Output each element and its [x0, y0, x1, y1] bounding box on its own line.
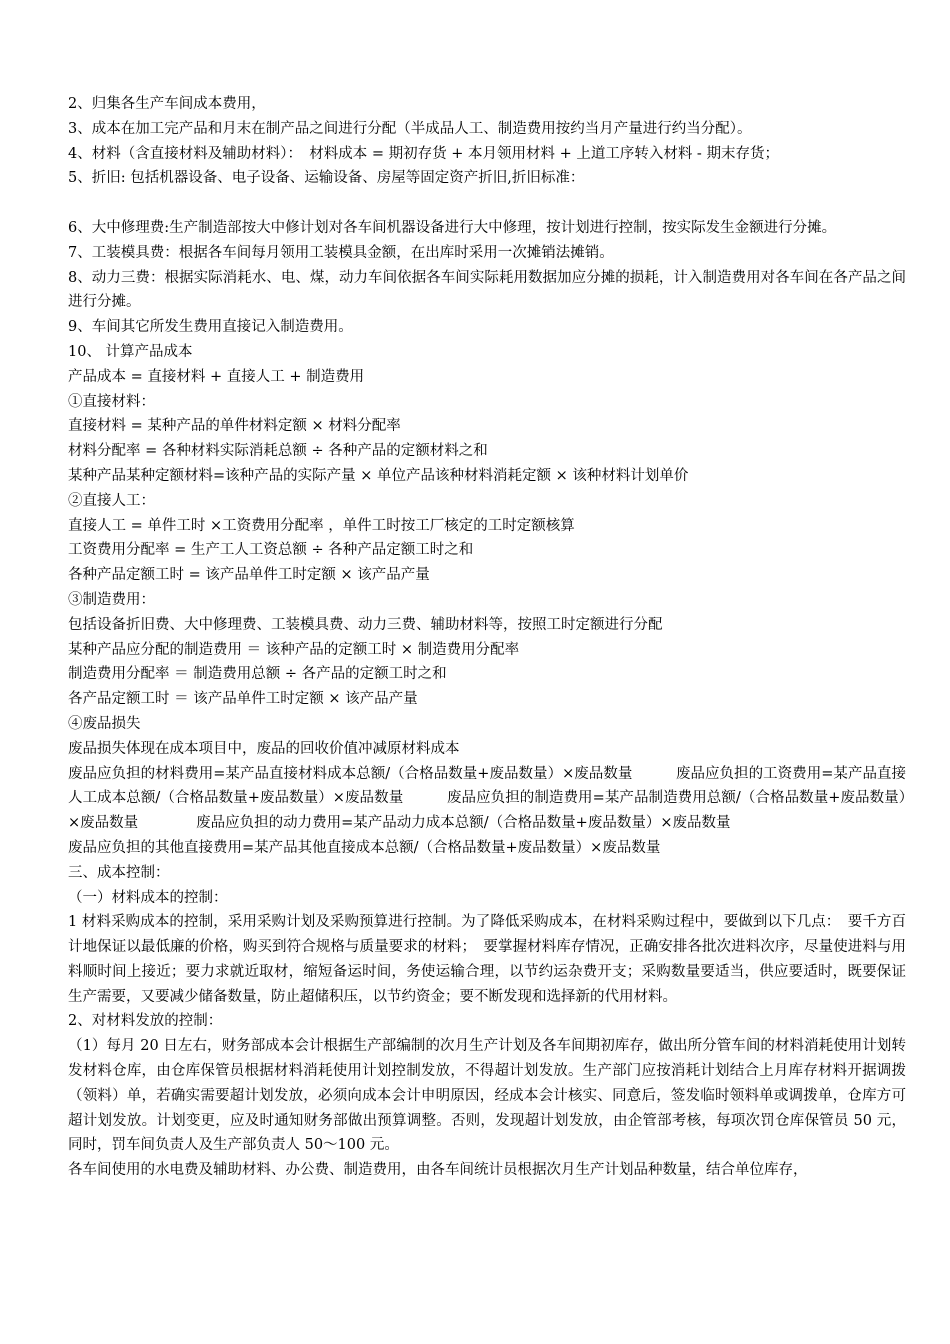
formula-overhead-rate: 制造费用分配率 ＝ 制造费用总额 ÷ 各产品的定额工时之和 [68, 666, 447, 683]
subheading-direct-material: ①直接材料： [68, 393, 155, 410]
paragraph-overhead-scope: 包括设备折旧费、大中修理费、工装模具费、动力三费、辅助材料等，按照工时定额进行分配 [68, 616, 663, 633]
formula-product-cost: 产品成本 = 直接材料 + 直接人工 + 制造费用 [68, 368, 365, 385]
formula-direct-material: 直接材料 = 某种产品的单件材料定额 × 材料分配率 [68, 418, 401, 435]
paragraph-scrap-loss: 废品损失体现在成本项目中，废品的回收价值冲减原材料成本 [68, 740, 460, 757]
formula-scrap-costs: 废品应负担的材料费用=某产品直接材料成本总额/（合格品数量+废品数量）×废品数量 废品应负担的工资费用=某产品直接人工成本总额/（合格品数量+废品数量）×废品数量 废品应负担的制造费用=某产品制造费用总额/（合格品数量+废品数量）×废品数量 废品应负担的动力费用=某产品动力成本总额/（合格品数量+废品数量）×废品数量 [68, 765, 906, 832]
subheading-manufacturing-overhead: ③制造费用： [68, 591, 155, 608]
paragraph-issue-procedure: （1）每月 20 日左右，财务部成本会计根据生产部编制的次月生产计划及各车间期初库存，做出所分管车间的材料消耗使用计划转发材料仓库，由仓库保管员根据材料消耗使用计划控制发放，不得超计划发放。生产部门应按消耗计划结合上月库存材料开据调拨（领料）单，若确实需要超计划发放，必须向成本会计申明原因，经成本会计核实、同意后，签发临时领料单或调拨单，仓库方可超计划发放。计划变更，应及时通知财务部做出预算调整。否则，发现超计划发放，由企管部考核，每项次罚仓库保管员 50 元，同时，罚车间负责人及生产部负责人 50～100 元。 [68, 1038, 906, 1154]
paragraph-workshop-expenses: 各车间使用的水电费及辅助材料、办公费、制造费用，由各车间统计员根据次月生产计划品种数量，结合单位库存， [68, 1162, 808, 1179]
subheading-material-cost-control: （一）材料成本的控制： [68, 889, 228, 906]
subheading-direct-labor: ②直接人工： [68, 492, 155, 509]
formula-direct-labor: 直接人工 = 单件工时 ×工资费用分配率 ，单件工时按工厂核定的工时定额核算 [68, 517, 575, 534]
formula-quota-material: 某种产品某种定额材料=该种产品的实际产量 × 单位产品该种材料消耗定额 × 该种材料计划单价 [68, 467, 689, 484]
paragraph-material-cost: 4、材料（含直接材料及辅助材料）： 材料成本 = 期初存货 + 本月领用材料 + 上道工序转入材料 - 期末存货； [68, 145, 779, 162]
paragraph-purchase-control: 1 材料采购成本的控制，采用采购计划及采购预算进行控制。为了降低采购成本，在材料采购过程中，要做到以下几点： 要千方百计地保证以最低廉的价格，购买到符合规格与质量要求的材料； 要掌握材料库存情况，正确安排各批次进料次序，尽量使进料与用料顺时间上接近；要力求就近取材，缩短备运时间，务使运输合理，以节约运杂费开支；采购数量要适当，供应要适时，既要保证生产需要，又要减少储备数量，防止超储积压，以节约资金；要不断发现和选择新的代用材料。 [68, 914, 906, 1005]
heading-cost-control: 三、成本控制： [68, 864, 170, 881]
formula-overhead-allocated: 某种产品应分配的制造费用 ＝ 该种产品的定额工时 × 制造费用分配率 [68, 641, 520, 658]
paragraph-collect-costs: 2、归集各生产车间成本费用， [68, 96, 266, 112]
formula-product-quota-hours: 各产品定额工时 ＝ 该产品单件工时定额 × 该产品产量 [68, 691, 418, 708]
heading-product-cost: 10、 计算产品成本 [68, 343, 193, 360]
paragraph-tooling: 7、工装模具费：根据各车间每月领用工装模具金额，在出库时采用一次摊销法摊销。 [68, 244, 614, 261]
paragraph-power: 8、动力三费：根据实际消耗水、电、煤，动力车间依据各车间实际耗用数据加应分摊的损耗，计入制造费用对各车间在各产品之间进行分摊。 [68, 269, 906, 311]
paragraph-other-expenses: 9、车间其它所发生费用直接记入制造费用。 [68, 319, 353, 336]
paragraph-depreciation: 5、折旧: 包括机器设备、电子设备、运输设备、房屋等固定资产折旧,折旧标准： [68, 170, 585, 187]
paragraph-overhaul: 6、大中修理费:生产制造部按大中修计划对各车间机器设备进行大中修理，按计划进行控制，按实际发生金额进行分摊。 [68, 219, 837, 236]
paragraph-cost-allocation: 3、成本在加工完产品和月末在制产品之间进行分配（半成品人工、制造费用按约当月产量进行约当分配）。 [68, 120, 752, 137]
blank-line [68, 191, 906, 216]
formula-material-rate: 材料分配率 = 各种材料实际消耗总额 ÷ 各种产品的定额材料之和 [68, 443, 488, 460]
subheading-issue-control: 2、对材料发放的控制： [68, 1013, 223, 1030]
formula-wage-rate: 工资费用分配率 = 生产工人工资总额 ÷ 各种产品定额工时之和 [68, 542, 474, 559]
formula-quota-hours: 各种产品定额工时 = 该产品单件工时定额 × 该产品产量 [68, 567, 430, 584]
formula-scrap-other-costs: 废品应负担的其他直接费用=某产品其他直接成本总额/（合格品数量+废品数量）×废品数量 [68, 839, 661, 856]
subheading-scrap-loss: ④废品损失 [68, 715, 141, 732]
